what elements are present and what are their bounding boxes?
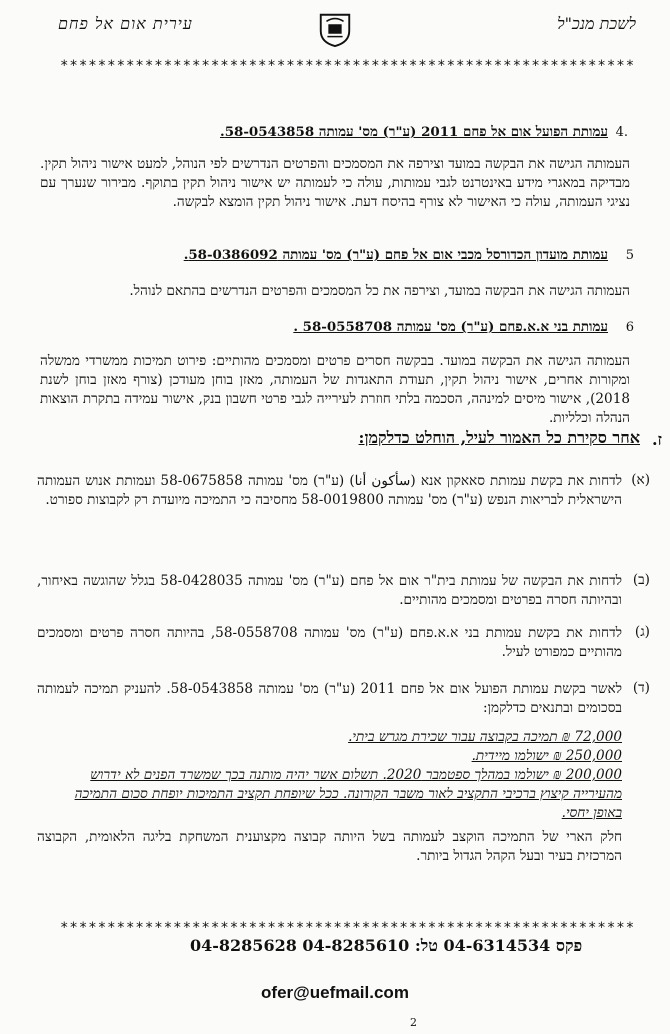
email-address[interactable]: ofer@uefmail.com [261,983,409,1002]
decision-item: לדחות את הבקשה של עמותת בית"ר אום אל פחם (ע"ר) מס' עמותה 58-0428035 בגלל שהוגשה באיחור, ובהיותה חסרה בפרטים ומסמכים מהותיים. [37,573,623,608]
list-marker: (א) [631,472,650,488]
payment-list [42,728,622,823]
item-body: העמותה הגישה את הבקשה במועד וצירפה את המסמכים והפרטים הנדרשים לפי הנוהל, למעט אישור ניהול תקין. מבדיקה במאגרי מידע באינטרנט לגבי עמותות, עולה כי לעמותה יש אישור ניהול תקין בתוקף. מבירור שנערך עם נציגי העמותה, עולה כי האישור לא צורף בהיסח דעת. אישור ניהול תקין הומצא לבקשה. [40,156,630,210]
list-marker: (ד) [632,680,650,696]
decision-item: לדחות את בקשת עמותת סאאקון אנא (سأكون أنا) (ע"ר) מס' עמותה 58-0675858 ועמותת אנוש העמותה הישראלית לבריאות הנפש (ע"ר) מס' עמותה 58-0019800 מחסיבה כי התמיכה מיועדת רק לקבוצות ספורט. [37,473,623,508]
list-marker: (ג) [634,624,650,640]
item-number: 5 [625,248,634,263]
decision-item: לאשר בקשת עמותת הפועל אום אל פחם 2011 (ע"ר) מס' עמותה 58-0543858. להעניק תמיכה לעמותה בסכומים ובתנאים כדלקמן: [37,681,622,716]
item-number: 6 [625,320,634,335]
item-title: עמותת בני א.א.פחם (ע"ר) מס' עמותה 58-0558708 . [293,319,608,335]
page-mark: 2 [410,1016,417,1029]
payment-line: 250,000 ₪ ישולמו מיידית. [471,748,622,764]
decision-heading: אחר סקירת כל האמור לעיל, הוחלט כדלקמן: [358,428,640,447]
closing-paragraph: חלק הארי של התמיכה הוקצב לעמותה בשל היותה קבוצה מקצוענית המשחקת בליגה הלאומית, הקבוצה המרכזית בעיר ובעל הקהל הגדול ביותר. [37,829,622,864]
office-title: לשכת מנכ"ל [557,14,636,33]
decision-item: לדחות את בקשת עמותת בני א.א.פחם (ע"ר) מס' עמותה 58-0558708, בהיותה חסרה פרטים ומסמכים מהותיים כמפורט לעיל. [37,625,622,660]
item-title: עמותת הפועל אום אל פחם 2011 (ע"ר) מס' עמותה 58-0543858. [220,124,608,140]
separator-top: ************************************************************* [60,58,635,74]
item-body: העמותה הגישה את הבקשה במועד, וצירפה את כל המסמכים והפרטים הנדרשים בהתאם לנוהל. [129,283,630,299]
section-mark: ז. [651,430,662,449]
payment-line: 72,000 ₪ תמיכה בקבוצה עבור שכירת מגרש ביתי. [348,729,622,745]
letterhead [0,6,670,56]
item-body: העמותה הגישה את הבקשה במועד. בבקשה חסרים פרטים ומסמכים מהותיים: פירוט תמיכות ממשרדי ממשלה ומקורות אחרים, אישור ניהול תקין, תעודת התאגדות של העמותה, מאזן בוחן מעודכן (צורף מאזן בוחן לשנת 2018), אישור מיסים למינהה, הסכמה בלתי חוזרת לעירייה לגבי פרטי חשבון בנק, אישור עמידה בתקרת הוצאות הנהלה וכלליות. [40,353,630,426]
payment-line: 200,000 ₪ ישולמו במהלך ספטמבר 2020. תשלום אשר יהיה מותנה בכך שמשרד הפנים לא ידרוש מהעירייה קיצוץ ברכיבי התקציב לאור משבר הקורונה. ככל שיופחת תקציב התמיכות יופחת סכום התמיכה באופן יחסי. [74,767,622,821]
municipality-name: עירית אום אל פחם [58,14,193,33]
item-title: עמותת מועדון הכדורסל מכבי אום אל פחם (ע"ר) מס' עמותה 58-0386092. [183,247,608,263]
contact-line: פקס 04-6314534 טל: 04-8285610 04-8285628 [190,936,583,955]
municipality-emblem-icon [316,10,354,48]
item-number: .4 [615,125,628,140]
list-marker: (ב) [632,572,650,588]
separator-bottom: ************************************************************* [60,920,635,936]
